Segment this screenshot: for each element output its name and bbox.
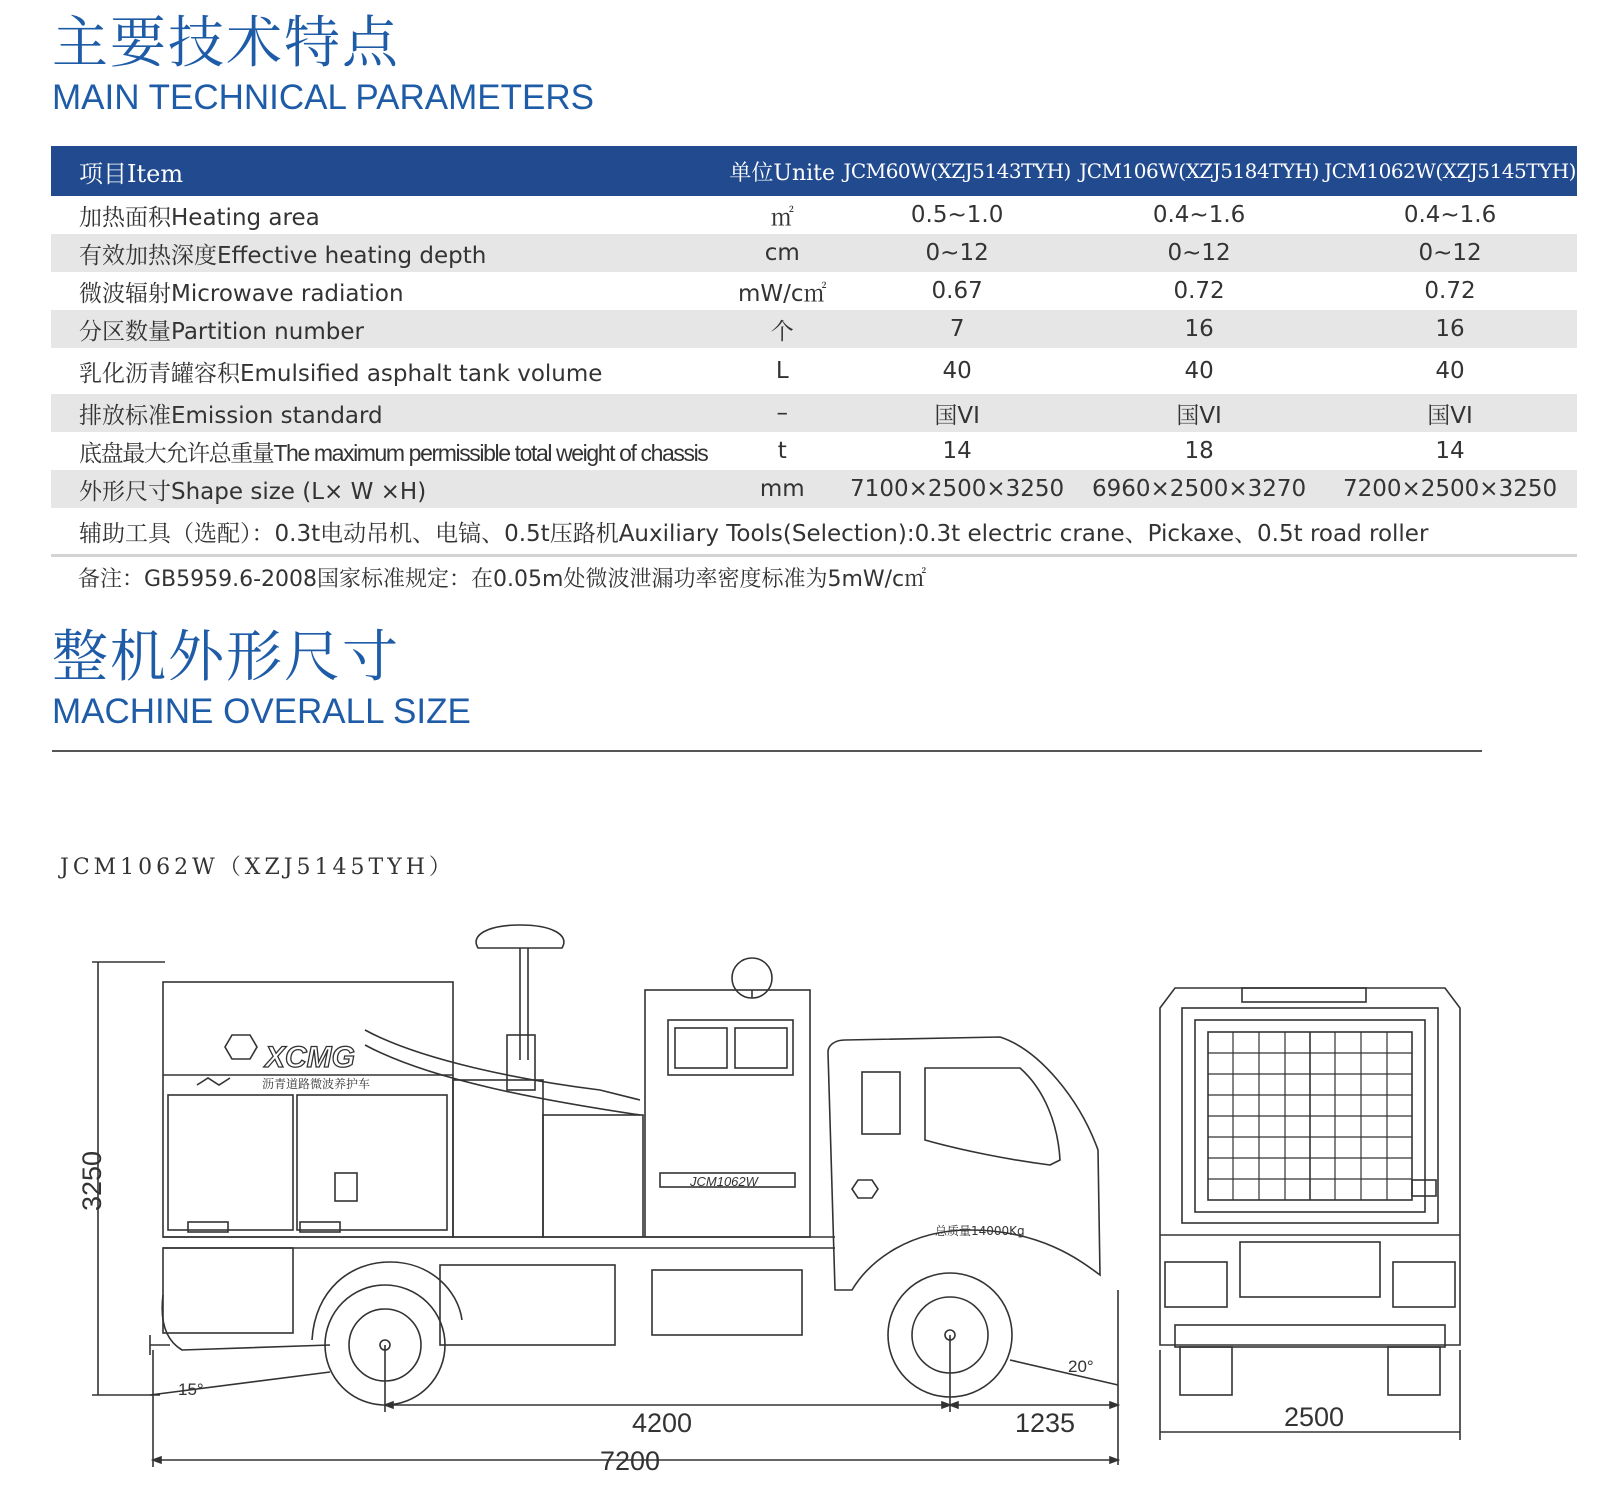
row-value-1: 0.5~1.0 <box>910 202 1004 228</box>
section2-title-en: MACHINE OVERALL SIZE <box>52 692 471 731</box>
overall-length-dimension: 7200 <box>600 1446 661 1476</box>
row-unit: – <box>725 394 839 432</box>
section-title-en: MAIN TECHNICAL PARAMETERS <box>52 78 594 117</box>
standard-note: 备注：GB5959.6-2008国家标准规定：在0.05m处微波泄漏功率密度标准为5mW/c㎡ <box>78 567 927 592</box>
row-item: 分区数量Partition number <box>51 310 725 348</box>
row-item: 底盘最大允许总重量The maximum permissible total weight of chassis <box>79 439 708 466</box>
row-value-2: 16 <box>1075 310 1323 348</box>
approach-angle-label: 15° <box>178 1380 204 1399</box>
row-value-1: 14 <box>942 438 972 464</box>
section2-title-cn: 整机外形尺寸 <box>52 625 400 690</box>
row-item: 加热面积Heating area <box>79 204 320 231</box>
row-value-1: 0.67 <box>931 278 983 304</box>
row-item: 微波辐射Microwave radiation <box>79 280 404 307</box>
model-marking: JCM1062W <box>690 1174 758 1189</box>
aux-tools-text: 辅助工具（选配）：0.3t电动吊机、电镐、0.5t压路机Auxiliary Tools(Selection):0.3t electric crane、Pickaxe、0.5t road roller <box>51 508 1577 556</box>
row-value-2: 0.4~1.6 <box>1152 202 1246 228</box>
departure-angle-label: 20° <box>1068 1357 1094 1376</box>
overall-width-dimension: 2500 <box>1284 1402 1345 1432</box>
header-model-1: JCM60W(XZJ5143TYH) <box>839 146 1075 196</box>
height-dimension: 3250 <box>77 1150 107 1211</box>
header-model-2: JCM106W(XZJ5184TYH) <box>1075 146 1323 196</box>
row-value-2: 18 <box>1184 438 1214 464</box>
row-value-2: 国VI <box>1075 394 1323 432</box>
row-value-3: 7200×2500×3250 <box>1323 470 1577 508</box>
wheelbase-dimension: 4200 <box>632 1408 693 1438</box>
row-unit: 个 <box>725 310 839 348</box>
row-unit: mW/c㎡ <box>737 280 827 307</box>
row-value-2: 0~12 <box>1075 234 1323 272</box>
row-value-2: 0.72 <box>1173 278 1225 304</box>
row-unit: cm <box>725 234 839 272</box>
row-value-3: 14 <box>1435 438 1465 464</box>
xcmg-logo: XCMG <box>265 1041 355 1074</box>
row-item: 乳化沥青罐容积Emulsified asphalt tank volume <box>79 360 603 387</box>
row-value-3: 国VI <box>1323 394 1577 432</box>
side-view <box>92 925 1118 1467</box>
row-item: 外形尺寸Shape size (L× W ×H) <box>51 470 725 508</box>
row-value-3: 0~12 <box>1323 234 1577 272</box>
row-item: 有效加热深度Effective heating depth <box>51 234 725 272</box>
row-unit: t <box>777 438 787 464</box>
row-value-1: 7100×2500×3250 <box>839 470 1075 508</box>
row-value-3: 16 <box>1323 310 1577 348</box>
row-value-2: 6960×2500×3270 <box>1075 470 1323 508</box>
header-model-3: JCM1062W(XZJ5145TYH) <box>1323 146 1577 196</box>
gross-mass-label: 总质量14000Kg <box>935 1224 1025 1238</box>
row-unit: mm <box>725 470 839 508</box>
row-value-1: 0~12 <box>839 234 1075 272</box>
row-value-1: 7 <box>839 310 1075 348</box>
section-title-cn: 主要技术特点 <box>52 11 400 76</box>
row-item: 排放标准Emission standard <box>51 394 725 432</box>
header-item: 项目Item <box>51 146 725 196</box>
row-unit: L <box>775 358 789 384</box>
row-value-1: 40 <box>942 358 972 384</box>
vehicle-side-text: 沥青道路微波养护车 <box>262 1077 371 1091</box>
rear-overhang-dimension: 1235 <box>1015 1408 1076 1438</box>
row-value-3: 0.72 <box>1424 278 1476 304</box>
row-value-2: 40 <box>1184 358 1214 384</box>
rear-view <box>1160 988 1460 1440</box>
drawing-model-label: JCM1062W（XZJ5145TYH） <box>60 855 455 880</box>
row-value-1: 国VI <box>839 394 1075 432</box>
row-value-3: 40 <box>1435 358 1465 384</box>
row-value-3: 0.4~1.6 <box>1403 202 1497 228</box>
header-unit: 单位Unite <box>725 146 839 196</box>
row-unit: ㎡ <box>770 204 794 231</box>
